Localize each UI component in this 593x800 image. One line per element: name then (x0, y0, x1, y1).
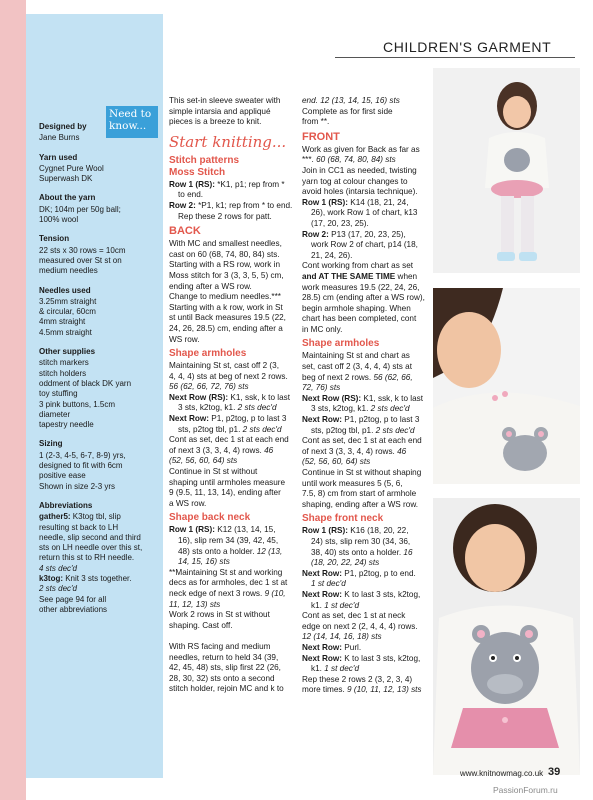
header-rule (335, 57, 575, 58)
text-line: diameter (39, 409, 71, 419)
text-line: other abbreviations (39, 604, 108, 614)
supplies-lines (39, 358, 159, 430)
text-line: Superwash DK (39, 174, 93, 184)
photo-child-closeup (433, 288, 580, 484)
text-line: 42, 45, 48) sts, slip first 22 (26, (169, 663, 281, 673)
back-armholes-heading: Shape armholes (169, 348, 247, 360)
text-line: Rep these 2 rows 2 (3, 2, 3, 4) (302, 674, 413, 684)
needles-lines (39, 297, 159, 338)
tension-label: Tension (39, 234, 70, 244)
text-line: 3.25mm straight (39, 296, 97, 306)
text-line: begin armhole shaping. When (302, 303, 411, 313)
sidebar-content: Designed by Jane Burns Yarn used Cygnet Pure Wool Superwash DK About the yarn DK; 104m per 50g ball; 100% wool Tension 22 sts x 30 rows = 10cm measured over St st on medium needles Needles used 3.25mm straight & circular, 60cm 4mm straight 4.5mm straight Other supplies stitch markers stitch holders oddment of black DK yarn toy stuffing 3 pink buttons, 1.5cm diameter tapestry needle Sizing 1 (2-3, 4-5, 6-7, 8-9) yrs, designed to fit with 6cm positive ease Shown in size 2-3 yrs Abbreviations gather5: K3tog tbl, slip resulting st back to LH needle, slip second and third sts on LH needle over this st, return this st to RH needle. 4 sts dec'd k3tog: Knit 3 sts together. 2 sts dec'd See page 94 for all other abbreviations (39, 122, 159, 615)
text-line: See page 94 for all (39, 594, 107, 604)
intro-text (169, 96, 294, 128)
text-line: Cont working from chart as set (302, 261, 414, 271)
yarn-lines (39, 164, 159, 185)
front-heading: FRONT (302, 130, 340, 143)
back-neck-heading: Shape back neck (169, 512, 251, 524)
text-line: cast on 60 (68, 74, 80, 84) sts. (169, 249, 280, 259)
text-line: 7.5, 8) cm from start of armhole (302, 489, 417, 499)
text-line: ending after a WS row. (169, 281, 252, 291)
text-line: 100% wool (39, 215, 79, 225)
photo-child-hippo-sweater (433, 498, 580, 775)
sizing-label: Sizing (39, 439, 63, 449)
text-line: shaping until armholes measure (169, 477, 286, 487)
text-line: 3 pink buttons, 1.5cm (39, 399, 116, 409)
about-lines (39, 205, 159, 226)
page-number: 39 (548, 766, 561, 778)
text-line: Continue in St st without shaping (302, 468, 422, 477)
text-line: & circular, 60cm (39, 307, 96, 317)
text-line: pieces is a breeze to knit. (169, 117, 262, 127)
text-line: Complete as for first side (302, 106, 393, 116)
front-neck-heading: Shape front neck (302, 513, 384, 525)
text-line: shaping. Cast off. (169, 620, 233, 630)
text-line: With RS facing and medium (169, 641, 271, 651)
text-line: Cygnet Pure Wool (39, 163, 104, 173)
about-label: About the yarn (39, 193, 96, 203)
text-line: stitch markers (39, 358, 89, 368)
watermark: PassionForum.ru (493, 785, 558, 795)
designed-value: Jane Burns (39, 133, 80, 143)
abbrev-k3tog: k3tog: Knit 3 sts together. (39, 573, 132, 583)
text-line: 28.5) cm (ending after a WS row), (302, 293, 425, 303)
text-line: Starting with a RS row, work in (169, 260, 281, 270)
text-line: 1 (2-3, 4-5, 6-7, 8-9) yrs, (39, 450, 126, 460)
sizing-lines (39, 451, 159, 492)
text-line: Work as given for Back as far as (302, 144, 420, 154)
text-line: stitch holders (39, 368, 87, 378)
text-line: in MC only. (302, 324, 343, 334)
designed-label: Designed by (39, 122, 87, 131)
text-line: Work 2 rows in St st without (169, 610, 270, 620)
text-line: stitch holder, rejoin MC and k to (169, 684, 284, 694)
text-line: medium needles (39, 266, 98, 276)
text-line: This set-in sleeve sweater with (169, 96, 281, 105)
left-pink-bar (0, 0, 26, 800)
text-line: until work measures 5 (5, 6, (302, 478, 403, 488)
text-line: needles, return to held 34 (39, (169, 652, 279, 662)
footer-url: www.knitnowmag.co.uk (460, 769, 544, 778)
text-line: 4, 4, 4) sts at beg of next 2 rows. (169, 371, 288, 381)
text-line: chart has been completed, cont (302, 314, 417, 324)
text-line: 22 sts x 30 rows = 10cm (39, 245, 126, 255)
text-line: 28, 30, 32) sts onto a second (169, 673, 275, 683)
text-line: Change to medium needles.*** (169, 292, 281, 302)
text-line: tapestry needle (39, 420, 94, 430)
stitch-patterns-heading: Stitch patterns Moss Stitch (169, 154, 240, 178)
text-line: Starting with a k row, work in St (169, 302, 283, 312)
back-heading: BACK (169, 225, 201, 238)
text-line: DK; 104m per 50g ball; (39, 204, 121, 214)
text-line: Join in CC1 as needed, twisting (302, 165, 417, 175)
text-line: positive ease (39, 471, 86, 481)
front-armholes-heading: Shape armholes (302, 338, 380, 350)
section-title: CHILDREN'S GARMENT (383, 39, 552, 55)
text-line: Cont as set, dec 1 st at neck (302, 611, 406, 621)
text-line: Shown in size 2-3 yrs (39, 481, 116, 491)
text-line: 9 (9.5, 11, 13, 14), ending after (169, 488, 281, 498)
photo-child-standing (433, 68, 580, 273)
abbrev-see (39, 595, 159, 616)
need-line-2: know... (109, 120, 147, 132)
tension-lines (39, 246, 159, 277)
text-line: simple intarsia and appliqué (169, 106, 271, 116)
start-knitting-title: Start knitting... (169, 132, 287, 151)
text-line: Continue in St st without (169, 467, 258, 477)
text-line: 24, 26, 28.5) cm, ending after a (169, 323, 283, 333)
abbrev-label: Abbreviations (39, 500, 93, 510)
text-line: Moss stitch for 3 (3, 3, 5, 5) cm, (169, 270, 284, 280)
text-line: work measures 19.5 (22, 24, 26, (302, 282, 420, 292)
yarn-label: Yarn used (39, 152, 78, 162)
text-line: 4mm straight (39, 317, 86, 327)
text-line: oddment of black DK yarn (39, 378, 132, 388)
text-line: measured over St st on (39, 255, 122, 265)
text-line: shaping, ending after a WS row. (302, 499, 419, 509)
needles-label: Needles used (39, 285, 91, 295)
text-line: yarn tog at colour changes to (302, 176, 408, 186)
text-line: from **. (302, 117, 330, 127)
supplies-label: Other supplies (39, 347, 96, 357)
text-line: designed to fit with 6cm (39, 461, 123, 471)
text-line: edge on next 2 (2, 4, 4, 4) rows. (302, 621, 418, 631)
back-text (169, 239, 294, 345)
text-line: a WS row. (169, 498, 207, 508)
abbrev-gather: gather5: K3tog tbl, slip (39, 512, 121, 522)
text-line: toy stuffing (39, 389, 78, 399)
text-line: 4.5mm straight (39, 327, 92, 337)
text-line: WS row. (169, 334, 200, 344)
text-line: avoid holes (intarsia technique). (302, 187, 418, 197)
text-line: st until Back measures 19.5 (22, (169, 313, 286, 323)
need-line-1: Need to (109, 108, 152, 120)
text-line: With MC and smallest needles, (169, 239, 282, 249)
pattern-column-1: This set-in sleeve sweater with simple intarsia and appliqué pieces is a breeze to knit. Start knitting... Stitch patterns Moss Stitch Row 1 (RS): *K1, p1; rep from * to end. Row 2: *P1, k1; rep from * to end. Rep these 2 rows for patt. BACK With MC and smallest needles, cast on 60 (68, 74, 80, 84) sts. Starting with a RS row, work in Moss stitch for 3 (3, 3, 5, 5) cm, ending after a WS row. Change to medium needles.*** Starting with a k row, work in St st until Back measures 19.5 (22, 24, 26, 28.5) cm, ending after a WS row. Shape armholes Maintaining St st, cast off 2 (3, 4, 4, 4) sts at beg of next 2 rows. 56 (62, 66, 72, 76) sts Next Row (RS): K1, ssk, k to last 3 sts, k2tog, k1. 2 sts dec'd Next Row: P1, p2tog, p to last 3 sts, p2tog tbl, p1. 2 sts dec'd Cont as set, dec 1 st at each end of next 3 (3, 3, 4, 4) rows. 46 (52, 56, 60, 64) sts Continue in St st without shaping until armholes measure 9 (9.5, 11, 13, 14), ending after a WS row. Shape back neck Row 1 (RS): K12 (13, 14, 15, 16), slip rem 34 (39, 42, 45, 48) sts onto a holder. 12 (13, 14, 15, 16) sts **Maintaining St st and working decs as for armholes, dec 1 st at neck edge of next 3 rows. 9 (10, 11, 12, 13) sts Work 2 rows in St st without shaping. Cast off. With RS facing and medium needles, return to held 34 (39, 42, 45, 48) sts, slip first 22 (26, 28, 30, 32) sts onto a second stitch holder, rejoin MC and k to (169, 96, 293, 694)
text-line: Maintaining St st, cast off 2 (3, (169, 361, 279, 371)
pattern-column-2: end. 12 (13, 14, 15, 16) sts Complete as for first side from **. FRONT Work as given for Back as far as ***. 60 (68, 74, 80, 84) sts Join in CC1 as needed, twisting yarn tog at colour changes to avoid holes (intarsia technique). Row 1 (RS): K14 (18, 21, 24, 26), work Row 1 of chart, k13 (17, 20, 23, 25). Row 2: P13 (17, 20, 23, 25), work Row 2 of chart, p14 (18, 21, 24, 26). Cont working from chart as set and AT THE SAME TIME when work measures 19.5 (22, 24, 26, 28.5) cm (ending after a WS row), begin armhole shaping. When chart has been completed, cont in MC only. Shape armholes Maintaining St st and chart as set, cast off 2 (3, 4, 4, 4) sts at beg of next 2 rows. 56 (62, 66, 72, 76) sts Next Row (RS): K1, ssk, k to last 3 sts, k2tog, k1. 2 sts dec'd Next Row: P1, p2tog, p to last 3 sts, p2tog tbl, p1. 2 sts dec'd Cont as set, dec 1 st at each end of next 3 (3, 3, 4, 4) rows. 46 (52, 56, 60, 64) sts Continue in St st without shaping until work measures 5 (5, 6, 7.5, 8) cm from start of armhole shaping, ending after a WS row. Shape front neck Row 1 (RS): K16 (18, 20, 22, 24) sts, slip rem 30 (34, 36, 38, 40) sts onto a holder. 16 (18, 20, 22, 24) sts Next Row: P1, p2tog, p to end. 1 st dec'd Next Row: K to last 3 sts, k2tog, k1. 1 st dec'd Cont as set, dec 1 st at neck edge on next 2 (2, 4, 4, 4) rows. 12 (14, 14, 16, 18) sts Next Row: Purl. Next Row: K to last 3 sts, k2tog, k1. 1 st dec'd Rep these 2 rows 2 (3, 2, 3, 4) more times. 9 (10, 11, 12, 13) sts (302, 96, 427, 696)
